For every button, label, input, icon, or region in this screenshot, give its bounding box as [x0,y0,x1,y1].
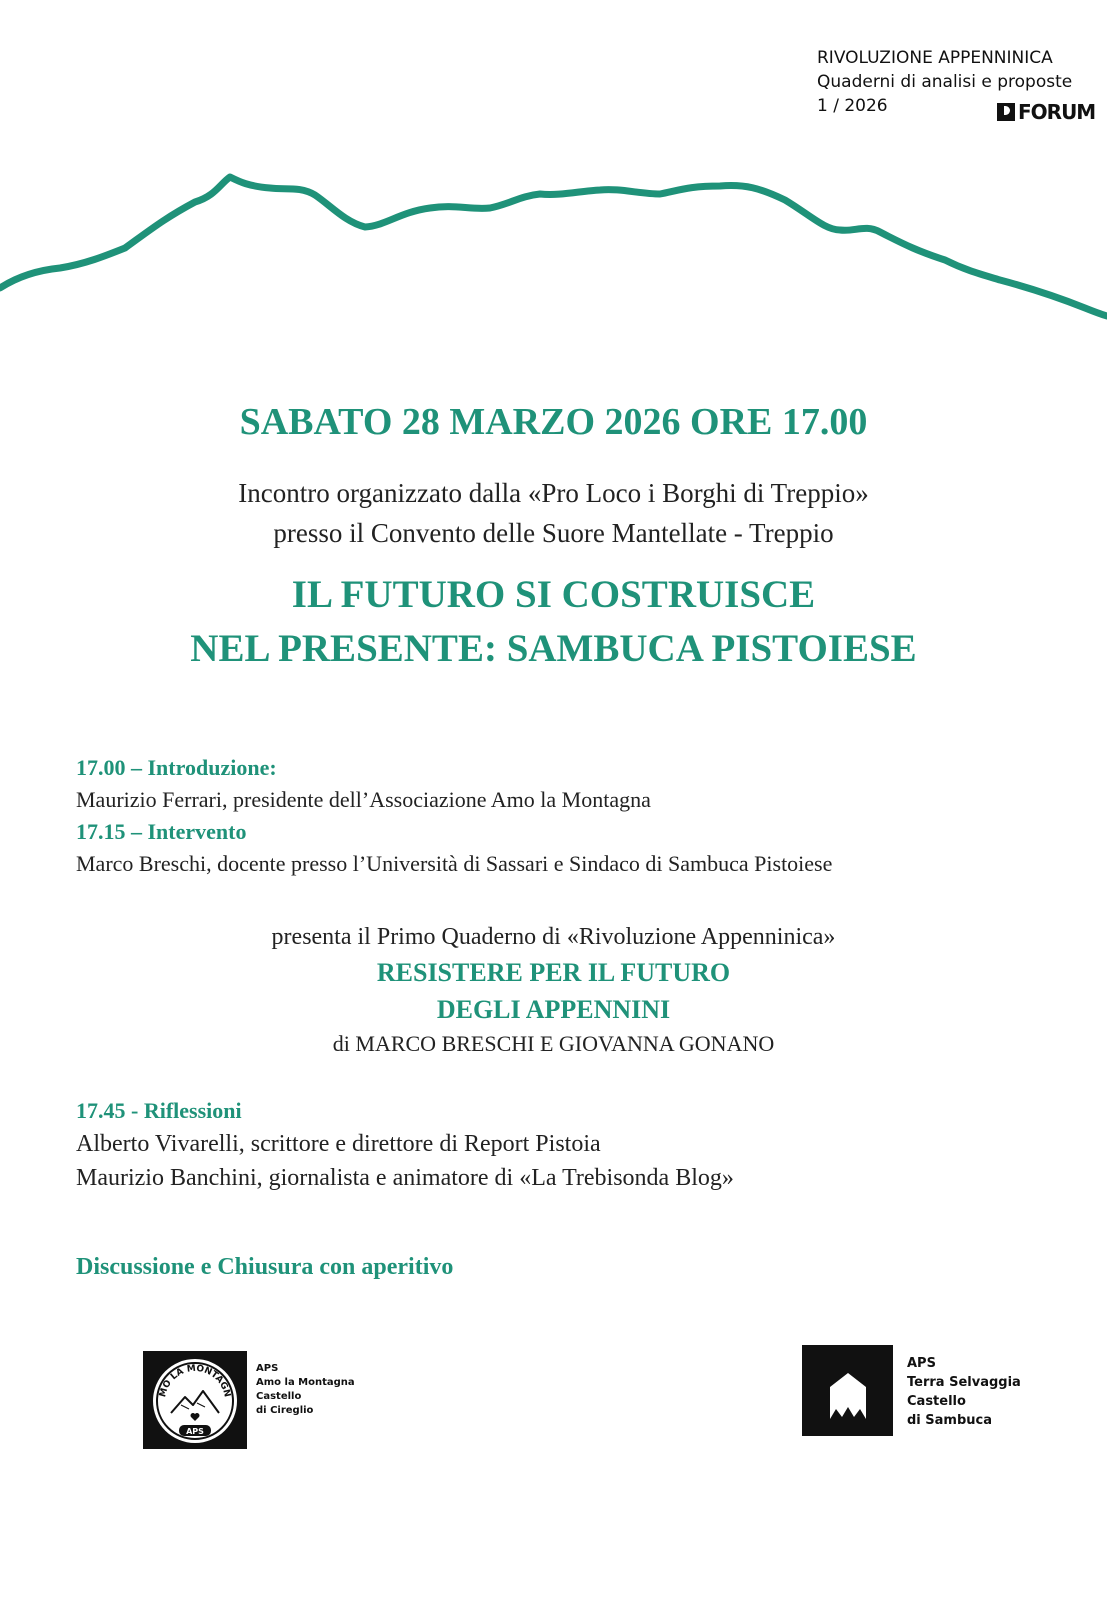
talk-heading: 17.15 – Intervento [76,819,247,844]
event-date: SABATO 28 MARZO 2026 ORE 17.00 [239,401,868,443]
amo-la-montagna-caption [256,1362,355,1418]
caption-line: APS [907,1356,936,1371]
venue-line: presso il Convento delle Suore Mantellate - Treppio [273,518,834,548]
reflect-heading: 17.45 - Riflessioni [76,1098,242,1123]
badge-text: APS [186,1427,204,1436]
organizer-line: Incontro organizzato dalla «Pro Loco i Borghi di Treppio» [238,478,869,508]
book-title-line2: DEGLI APPENNINI [436,995,671,1024]
reflect-speaker-2: Maurizio Banchini, giornalista e animatore di «La Trebisonda Blog» [76,1165,734,1191]
publisher-name: FORUM [1018,100,1096,124]
caption-line: APS [256,1363,279,1374]
book-presentation [0,920,1107,1060]
amo-la-montagna-logo [143,1351,247,1449]
event-title-line1: IL FUTURO SI COSTRUISCE [291,573,816,616]
forum-logo-icon [997,103,1015,121]
event-title-line2: NEL PRESENTE: SAMBUCA PISTOIESE [190,627,917,670]
program-reflections [76,1095,1076,1195]
book-title-line1: RESISTERE PER IL FUTURO [376,958,731,987]
terra-selvaggia-caption [907,1354,1021,1430]
tower-icon [802,1345,893,1436]
caption-line: di Cireglio [256,1405,314,1416]
intro-speaker: Maurizio Ferrari, presidente dell’Associazione Amo la Montagna [76,787,651,812]
program-intro [76,752,1076,880]
caption-line: Castello [256,1391,302,1402]
event-organizer [0,473,1107,553]
book-authors: di MARCO BRESCHI E GIOVANNA GONANO [332,1031,775,1056]
caption-line: di Sambuca [907,1413,993,1428]
event-title [0,568,1107,676]
reflect-speaker-1: Alberto Vivarelli, scrittore e direttore di Report Pistoia [76,1131,601,1157]
ring-text: MO LA MONTAGN [158,1363,232,1399]
book-intro: presenta il Primo Quaderno di «Rivoluzione Appenninica» [271,924,836,950]
caption-line: Castello [907,1394,966,1409]
terra-selvaggia-logo [802,1345,893,1436]
publisher-logo [997,100,1095,124]
mountain-ridge-line [0,160,1107,340]
caption-line: Amo la Montagna [256,1377,355,1388]
talk-speaker: Marco Breschi, docente presso l’Università di Sassari e Sindaco di Sambuca Pistoiese [76,851,833,876]
series-title: RIVOLUZIONE APPENNINICA [817,48,1053,68]
intro-heading: 17.00 – Introduzione: [76,755,277,780]
caption-line: Terra Selvaggia [907,1375,1021,1390]
series-issue: 1 / 2026 [817,96,888,116]
mountain-badge-icon [143,1351,247,1449]
series-subtitle: Quaderni di analisi e proposte [817,72,1073,92]
closing-line: Discussione e Chiusura con aperitivo [76,1254,454,1280]
